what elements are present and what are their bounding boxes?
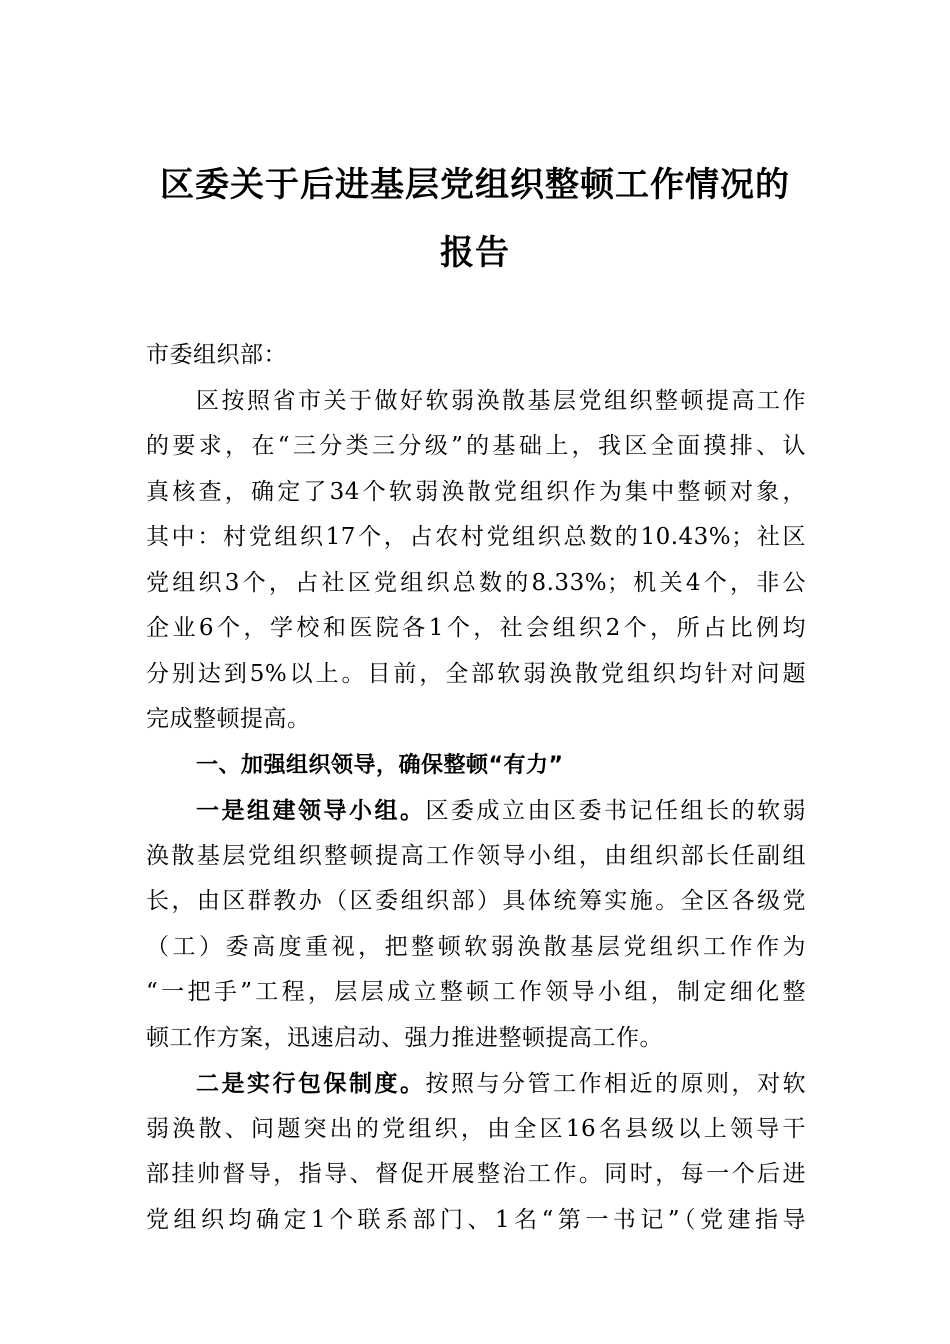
- paragraph-guarantee-system: [146, 1061, 806, 1243]
- paragraph-line: 真核查，确定了34个软弱涣散党组织作为集中整顿对象，: [146, 478, 806, 505]
- paragraph-first-rest: 按照与分管工作相近的原则，对软: [425, 1071, 806, 1097]
- paragraph-line: 的要求，在“三分类三分级”的基础上，我区全面摸排、认: [146, 433, 806, 459]
- paragraph-intro: [146, 379, 806, 743]
- paragraph-first-line: [146, 788, 806, 834]
- paragraph-line: 长，由区群教办（区委组织部）具体统筹实施。全区各级党: [146, 888, 806, 914]
- paragraph-lead: 一是组建领导小组。: [196, 797, 426, 824]
- paragraph-line: （工）委高度重视，把整顿软弱涣散基层党组织工作作为: [146, 933, 806, 960]
- paragraph-line: 完成整顿提高。: [146, 706, 311, 732]
- paragraph-first-rest: 区委成立由区委书记任组长的软弱: [425, 798, 806, 824]
- paragraph-line: 部挂帅督导，指导、督促开展整治工作。同时，每一个后进: [146, 1161, 806, 1187]
- paragraph-line: 党组织3个，占社区党组织总数的8.33%；机关4个，非公: [146, 569, 806, 596]
- paragraph-line: 企业6个，学校和医院各1个，社会组织2个，所占比例均: [146, 615, 806, 641]
- section-heading: 一、加强组织领导，确保整顿“有力”: [196, 752, 564, 778]
- paragraph-line: 其中：村党组织17个，占农村党组织总数的10.43%；社区: [146, 524, 806, 550]
- salutation: 市委组织部：: [146, 342, 287, 368]
- document-title-line-1: 区委关于后进基层党组织整顿工作情况的: [160, 165, 790, 205]
- paragraph-line: 弱涣散、问题突出的党组织，由全区16名县级以上领导干: [146, 1115, 806, 1142]
- paragraph-line: 党组织均确定1个联系部门、1名“第一书记”（党建指导: [146, 1206, 806, 1233]
- paragraph-line: 区按照省市关于做好软弱涣散基层党组织整顿提高工作: [196, 387, 806, 414]
- paragraph-first-line: [146, 1061, 806, 1107]
- paragraph-leadership-group: [146, 788, 806, 1061]
- paragraph-line: 顿工作方案，迅速启动、强力推进整顿提高工作。: [146, 1024, 663, 1051]
- paragraph-line: “一把手”工程，层层成立整顿工作领导小组，制定细化整: [146, 979, 806, 1005]
- paragraph-line: 涣散基层党组织整顿提高工作领导小组，由组织部长任副组: [146, 842, 806, 869]
- paragraph-line: 分别达到5%以上。目前，全部软弱涣散党组织均针对问题: [146, 660, 806, 687]
- paragraph-lead: 二是实行包保制度。: [196, 1070, 426, 1097]
- document-title-line-2: 报告: [440, 233, 510, 273]
- document-body: [146, 333, 806, 1243]
